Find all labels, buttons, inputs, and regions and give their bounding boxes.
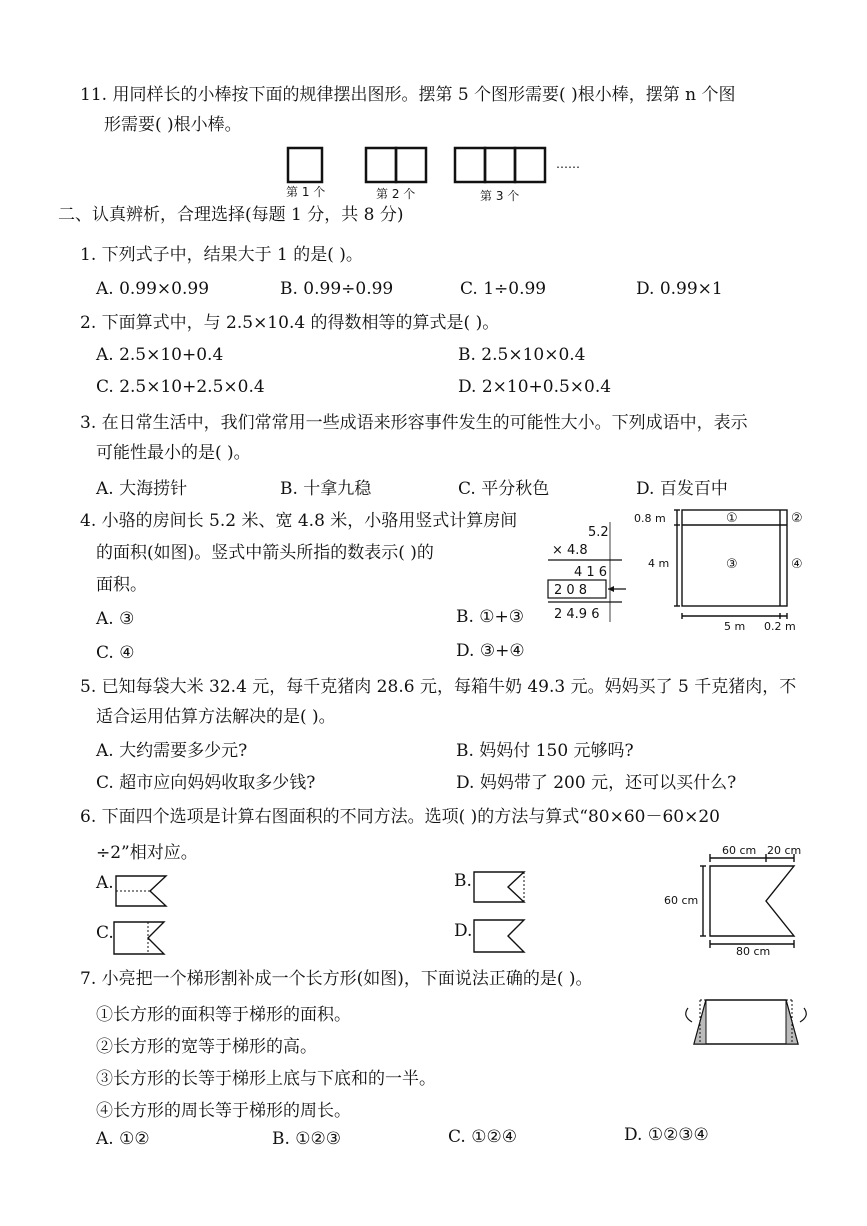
q7-option-a: A. ①② xyxy=(96,1129,150,1149)
square-2a xyxy=(366,148,396,182)
q5-line1: 5. 已知每袋大米 32.4 元，每千克猪肉 28.6 元，每箱牛奶 49.3 元。妈妈买了 5 千克猪肉，不 xyxy=(80,677,797,697)
q3-line1: 3. 在日常生活中，我们常常用一些成语来形容事件发生的可能性大小。下列成语中，表示 xyxy=(80,413,748,433)
q4-line1: 4. 小骆的房间长 5.2 米、宽 4.8 米，小骆用竖式计算房间 xyxy=(80,511,518,531)
q2-stem: 2. 下面算式中，与 2.5×10.4 的得数相等的算式是( )。 xyxy=(80,313,500,333)
q1-option-a: A. 0.99×0.99 xyxy=(96,279,210,299)
q1-option-c: C. 1÷0.99 xyxy=(460,279,547,299)
square-3c xyxy=(515,148,545,182)
fig4-bottom-b: 0.2 m xyxy=(764,620,796,633)
fig4-region-1: ① xyxy=(726,511,738,526)
q5-option-a: A. 大约需要多少元? xyxy=(96,741,248,761)
q5-line2: 适合运用估算方法解决的是( )。 xyxy=(96,707,336,727)
fig4-bottom-a: 5 m xyxy=(724,620,746,633)
caption-1: 第 1 个 xyxy=(286,185,326,199)
calc-row-5: 2 4.9 6 xyxy=(554,607,600,622)
q6-option-d-figure xyxy=(472,918,532,956)
q6-option-a-figure xyxy=(114,874,174,908)
square-2b xyxy=(396,148,426,182)
fig4-region-3: ③ xyxy=(726,557,738,572)
q6-option-a: A. xyxy=(96,873,114,893)
square-3b xyxy=(485,148,515,182)
ellipsis: …… xyxy=(556,157,580,171)
q7-option-c: C. ①②④ xyxy=(448,1127,517,1147)
room-figure xyxy=(630,505,810,635)
square-1 xyxy=(288,148,322,182)
caption-2: 第 2 个 xyxy=(376,187,416,201)
vertical-multiplication xyxy=(540,522,640,622)
fig6-top-a: 60 cm xyxy=(722,844,757,857)
caption-3: 第 3 个 xyxy=(480,189,520,203)
q4-option-b: B. ①+③ xyxy=(456,607,525,627)
q3-option-b: B. 十拿九稳 xyxy=(280,479,372,499)
fig4-region-4: ④ xyxy=(791,557,803,572)
q11-line2: 形需要( )根小棒。 xyxy=(104,115,242,135)
q6-line2: ÷2”相对应。 xyxy=(96,843,198,863)
calc-row-2: × 4.8 xyxy=(552,543,588,558)
q2-option-b: B. 2.5×10×0.4 xyxy=(458,345,586,365)
q6-option-b: B. xyxy=(454,871,472,891)
q3-option-a: A. 大海捞针 xyxy=(96,479,188,499)
right-rotate-arrow-icon xyxy=(800,1008,806,1022)
q6-option-b-figure xyxy=(472,870,532,904)
left-rotate-arrow-icon xyxy=(686,1008,692,1022)
q7-stem: 7. 小亮把一个梯形割补成一个长方形(如图)，下面说法正确的是( )。 xyxy=(80,969,593,989)
q2-option-c: C. 2.5×10+2.5×0.4 xyxy=(96,377,265,397)
fig6-top-b: 20 cm xyxy=(767,844,802,857)
q5-option-c: C. 超市应向妈妈收取多少钱? xyxy=(96,773,316,793)
flag-figure xyxy=(664,840,814,956)
q6-option-c: C. xyxy=(96,923,114,943)
q5-option-b: B. 妈妈付 150 元够吗? xyxy=(456,741,634,761)
q7-statement-1: ①长方形的面积等于梯形的面积。 xyxy=(96,1005,351,1025)
q1-option-b: B. 0.99÷0.99 xyxy=(280,279,394,299)
q2-option-d: D. 2×10+0.5×0.4 xyxy=(458,377,612,397)
q6-option-d: D. xyxy=(454,921,473,941)
q3-option-c: C. 平分秋色 xyxy=(458,479,550,499)
q3-line2: 可能性最小的是( )。 xyxy=(96,443,251,463)
q4-option-c: C. ④ xyxy=(96,643,135,663)
calc-row-1: 5.2 xyxy=(588,525,609,540)
fig4-region-2: ② xyxy=(791,511,803,526)
q7-statement-4: ④长方形的周长等于梯形的周长。 xyxy=(96,1101,351,1121)
calc-row-4: 2 0 8 xyxy=(554,583,588,598)
fig6-left: 60 cm xyxy=(664,894,699,907)
q7-statement-3: ③长方形的长等于梯形上底与下底和的一半。 xyxy=(96,1069,436,1089)
q6-option-c-figure xyxy=(112,920,172,958)
q3-option-d: D. 百发百中 xyxy=(636,479,728,499)
matchstick-pattern-figure xyxy=(280,140,600,210)
q7-option-d: D. ①②③④ xyxy=(624,1125,709,1145)
q1-option-d: D. 0.99×1 xyxy=(636,279,723,299)
q4-line3: 面积。 xyxy=(96,575,147,595)
fig6-bottom: 80 cm xyxy=(736,945,771,958)
square-3a xyxy=(455,148,485,182)
trapezoid-figure xyxy=(680,994,810,1056)
q6-line1: 6. 下面四个选项是计算右图面积的不同方法。选项( )的方法与算式“80×60－60×20 xyxy=(80,807,720,827)
q2-option-a: A. 2.5×10+0.4 xyxy=(96,345,224,365)
q4-option-a: A. ③ xyxy=(96,609,135,629)
fig4-label-top: 0.8 m xyxy=(634,512,666,525)
q7-statement-2: ②长方形的宽等于梯形的高。 xyxy=(96,1037,317,1057)
q4-option-d: D. ③+④ xyxy=(456,641,525,661)
q4-line2: 的面积(如图)。竖式中箭头所指的数表示( )的 xyxy=(96,543,434,563)
q1-stem: 1. 下列式子中，结果大于 1 的是( )。 xyxy=(80,245,363,265)
q5-option-d: D. 妈妈带了 200 元，还可以买什么? xyxy=(456,773,737,793)
q7-option-b: B. ①②③ xyxy=(272,1129,342,1149)
section-title: 二、认真辨析，合理选择(每题 1 分，共 8 分) xyxy=(58,205,404,225)
calc-row-3: 4 1 6 xyxy=(574,565,608,580)
q11-line1: 11. 用同样长的小棒按下面的规律摆出图形。摆第 5 个图形需要( )根小棒，摆第 n 个图 xyxy=(80,85,736,105)
fig4-label-left: 4 m xyxy=(648,557,670,570)
